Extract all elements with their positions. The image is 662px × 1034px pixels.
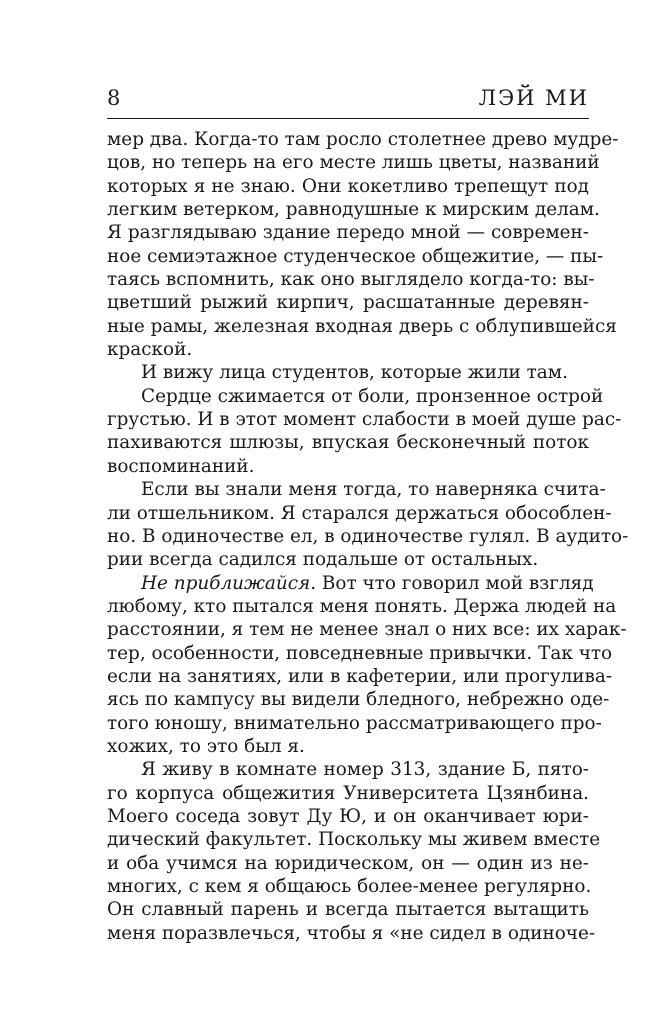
text-line: того юношу, внимательно рассматривающего про- bbox=[107, 712, 602, 734]
text-line: мер два. Когда-то там росло столетнее древо мудре- bbox=[107, 129, 619, 150]
text-line: меня поразвлечься, чтобы я «не сидел в одиноче- bbox=[107, 922, 596, 944]
text-line: дический факультет. Поскольку мы живем вместе bbox=[107, 829, 601, 851]
text-line: Я живу в комнате номер 313, здание Б, пято- bbox=[141, 759, 589, 781]
text-line: Я разглядываю здание передо мной — современ- bbox=[107, 222, 589, 244]
text-line: рии всегда садился подальше от остальных. bbox=[107, 549, 539, 571]
text-line: воспоминаний. bbox=[107, 455, 255, 477]
running-header bbox=[107, 84, 589, 119]
text-line: Он славный парень и всегда пытается вытащить bbox=[107, 899, 589, 921]
text-line: цветший рыжий кирпич, расшатанные деревян- bbox=[107, 292, 589, 314]
text-line: ные рамы, железная входная дверь с облупившейся bbox=[107, 315, 617, 337]
text-line: которых я не знаю. Они кокетливо трепещут под bbox=[107, 175, 589, 197]
text-line: ное семиэтажное студенческое общежитие, — пы- bbox=[107, 245, 604, 267]
text-line: ясь по кампусу вы видели бледного, небрежно оде- bbox=[107, 689, 610, 711]
text-line: пахиваются шлюзы, впуская бесконечный поток bbox=[107, 432, 589, 454]
text-line: легким ветерком, равнодушные к мирским делам. bbox=[107, 199, 600, 221]
text-line: И вижу лица студентов, которые жили там. bbox=[141, 362, 568, 384]
text-line: ли отшельником. Я старался держаться обособлен- bbox=[107, 502, 612, 524]
text-line: цов, но теперь на его месте лишь цветы, названий bbox=[107, 152, 600, 174]
text-line-rest: . Вот что говорил мой взгляд bbox=[310, 572, 594, 594]
text-line bbox=[107, 572, 594, 595]
text-line: многих, с кем я общаюсь более-менее регулярно. bbox=[107, 876, 592, 897]
text-line: грустью. И в этот момент слабости в моей душе рас- bbox=[107, 409, 622, 431]
text-line: Если вы знали меня тогда, то наверняка счита- bbox=[141, 479, 606, 501]
text-line: Сердце сжимается от боли, пронзенное острой bbox=[141, 385, 604, 407]
emphasized-text: Не приближайся bbox=[141, 572, 311, 594]
text-line: но. В одиночестве ел, в одиночестве гулял. В аудито- bbox=[107, 525, 629, 547]
text-line: и оба учимся на юридическом, он — один из не- bbox=[107, 852, 589, 874]
text-line: Моего соседа зовут Ду Ю, и он оканчивает юри- bbox=[107, 805, 589, 827]
text-line: таясь вспомнить, как оно выглядело когда-то: вы- bbox=[107, 269, 595, 291]
page-number: 8 bbox=[107, 86, 121, 110]
text-line: краской. bbox=[107, 339, 193, 361]
text-line: хожих, то это был я. bbox=[107, 735, 305, 757]
text-line: если на занятиях, или в кафетерии, или прогулива- bbox=[107, 665, 613, 687]
body-text bbox=[107, 128, 629, 945]
text-line: любому, кто пытался меня понять. Держа людей на bbox=[107, 595, 617, 617]
text-line: расстоянии, я тем не менее знал о них все: их харак- bbox=[107, 619, 627, 641]
text-line: го корпуса общежития Университета Цзянбина. bbox=[107, 782, 589, 804]
text-line: тер, особенности, повседневные привычки. Так что bbox=[107, 642, 613, 664]
running-head-author: ЛЭЙ МИ bbox=[478, 86, 589, 110]
